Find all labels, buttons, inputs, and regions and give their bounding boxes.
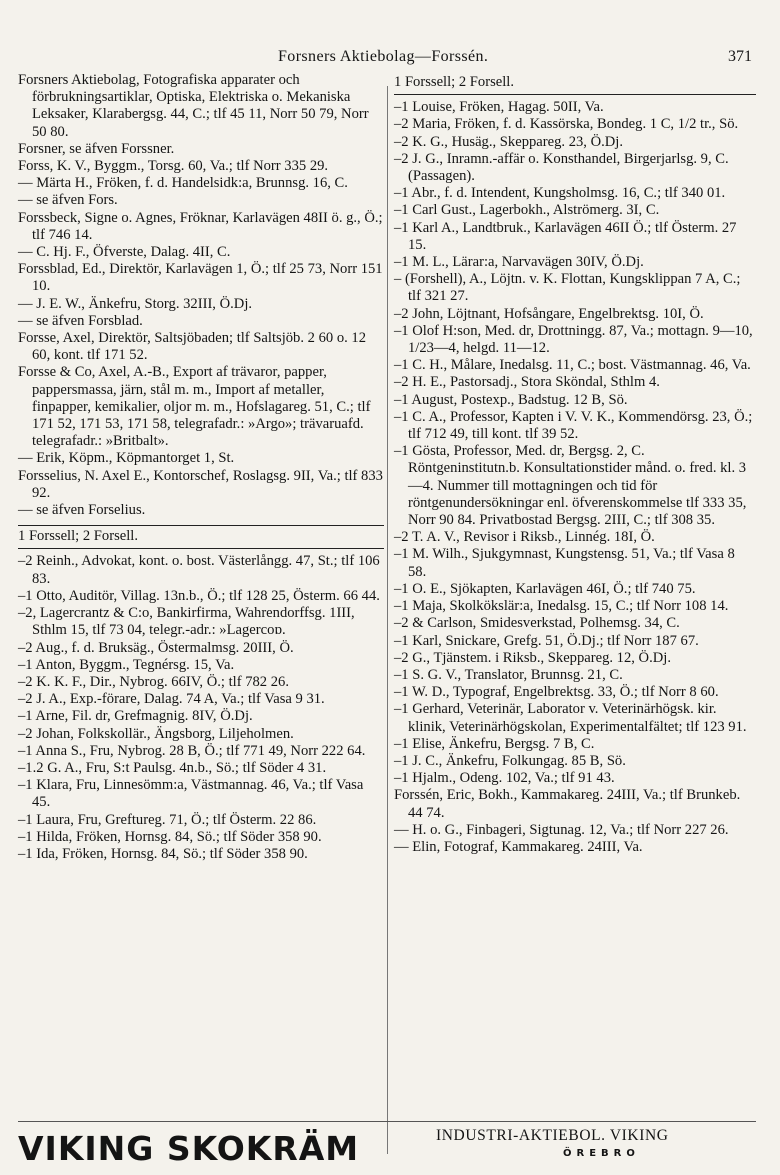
directory-entry: Forsner, se äfven Forssner.: [18, 140, 175, 157]
directory-entry: Forsners Aktiebolag, Fotografiska apparater och förbrukningsartiklar, Optiska, Elektriska o. Mekaniska Leksaker, Klarabergsg. 44, C.; tlf 45 11, Norr 50 79, Norr 50 80.: [18, 72, 369, 140]
directory-entry: –2 J. A., Exp.-förare, Dalag. 74 A, Va.; tlf Vasa 9 31.: [18, 691, 325, 708]
directory-entry: –2 J. G., Inramn.-affär o. Konsthandel, Birgerjarlsg. 9, C. (Passagen).: [394, 150, 729, 185]
directory-entry: – (Forshell), A., Löjtn. v. K. Flottan, Kungsklippan 7 A, C.; tlf 321 27.: [394, 271, 741, 305]
directory-entry: –2 G., Tjänstem. i Riksb., Skeppareg. 12, Ö.Dj.: [394, 649, 671, 666]
directory-entry: –2 H. E., Pastorsadj., Stora Sköndal, Sthlm 4.: [394, 374, 660, 391]
directory-entry: –2 K. G., Husäg., Skeppareg. 23, Ö.Dj.: [394, 133, 624, 150]
directory-entry: –1 Maja, Skolkökslär:a, Inedalsg. 15, C.; tlf Norr 108 14.: [394, 598, 729, 615]
directory-entry: –1 J. C., Änkefru, Folkungag. 85 B, Sö.: [394, 752, 626, 769]
section-heading: 1 Forssell; 2 Forsell.: [18, 525, 384, 549]
directory-entry: — Erik, Köpm., Köpmantorget 1, St.: [18, 450, 235, 467]
directory-entry: –1 Anna S., Fru, Nybrog. 28 B, Ö.; tlf 771 49, Norr 222 64.: [18, 742, 366, 759]
directory-entry: — Märta H., Fröken, f. d. Handelsidk:a, Brunnsg. 16, C.: [18, 175, 348, 192]
left-column: [18, 72, 384, 863]
directory-entry: –1 Louise, Fröken, Hagag. 50II, Va.: [394, 99, 604, 116]
directory-entry: –1 Olof H:son, Med. dr, Drottningg. 87, Va.; mottagn. 9—10, 1/23—4, helgd. 11—12.: [394, 322, 753, 357]
directory-entry: — Elin, Fotograf, Kammakareg. 24III, Va.: [394, 838, 643, 855]
directory-entry: Forssbeck, Signe o. Agnes, Fröknar, Karlavägen 48II ö. g., Ö.; tlf 746 14.: [18, 209, 383, 243]
ad-city: ÖREBRO: [563, 1148, 640, 1159]
directory-entry: –1 Carl Gust., Lagerbokh., Alströmerg. 3I, C.: [394, 202, 660, 219]
directory-entry: –1.2 G. A., Fru, S:t Paulsg. 4n.b., Sö.; tlf Söder 4 31.: [18, 759, 327, 776]
directory-entry: –1 O. E., Sjökapten, Karlavägen 46I, Ö.; tlf 740 75.: [394, 580, 696, 597]
directory-entry: — H. o. G., Finbageri, Sigtunag. 12, Va.; tlf Norr 227 26.: [394, 821, 729, 838]
directory-entry: –2 T. A. V., Revisor i Riksb., Linnég. 18I, Ö.: [394, 529, 655, 546]
directory-entry: –1 Laura, Fru, Greftureg. 71, Ö.; tlf Österm. 22 86.: [18, 811, 317, 828]
ad-maker: INDUSTRI-AKTIEBOL. VIKING: [436, 1127, 669, 1144]
directory-entry: — J. E. W., Änkefru, Storg. 32III, Ö.Dj.: [18, 295, 253, 312]
directory-entry: Forsse, Axel, Direktör, Saltsjöbaden; tlf Saltsjöb. 2 60 o. 12 60, kont. tlf 171 52.: [18, 330, 367, 364]
ad-brand: VIKING SKOKRÄM: [18, 1129, 360, 1168]
directory-entry: –1 S. G. V., Translator, Brunnsg. 21, C.: [394, 666, 623, 683]
directory-entry: –2 Reinh., Advokat, kont. o. bost. Västerlångg. 47, St.; tlf 106 83.: [18, 553, 380, 587]
directory-entry: –2 K. K. F., Dir., Nybrog. 66IV, Ö.; tlf 782 26.: [18, 673, 289, 690]
directory-entry: Forsse & Co, Axel, A.-B., Export af trävaror, papper, pappersmassa, järn, stål m. m., Import af metaller, finpapper, kemikalier, oljor m. m., Hofslagareg. 51, C.; tlf 171 52, 171 53, 171 58, telegrafadr.: »Argo»; trävaruafd. telegrafadr.: »Britbalt».: [18, 364, 371, 450]
page-number: 371: [728, 48, 752, 65]
directory-entry: –2 Johan, Folkskollär., Ängsborg, Liljeholmen.: [18, 725, 294, 742]
directory-entry: –1 Hilda, Fröken, Hornsg. 84, Sö.; tlf Söder 358 90.: [18, 828, 322, 845]
directory-entry: Forssblad, Ed., Direktör, Karlavägen 1, Ö.; tlf 25 73, Norr 151 10.: [18, 261, 383, 295]
advertisement-footer: [18, 1127, 756, 1167]
directory-entry: Forssén, Eric, Bokh., Kammakareg. 24III, Va.; tlf Brunkeb. 44 74.: [394, 787, 741, 821]
directory-entry: –2 Aug., f. d. Bruksäg., Östermalmsg. 20III, Ö.: [18, 639, 294, 656]
directory-entry: Forss, K. V., Byggm., Torsg. 60, Va.; tlf Norr 335 29.: [18, 158, 329, 175]
section-heading: 1 Forssell; 2 Forsell.: [394, 72, 756, 95]
directory-entry: –1 M. L., Lärar:a, Narvavägen 30IV, Ö.Dj.: [394, 254, 644, 271]
directory-entry: –1 C. A., Professor, Kapten i V. V. K., Kommendörsg. 23, Ö.; tlf 712 49, till kont. tlf 39 52.: [394, 408, 753, 443]
directory-entry: — se äfven Forsblad.: [18, 312, 143, 329]
directory-entry: –1 M. Wilh., Sjukgymnast, Kungstensg. 51, Va.; tlf Vasa 8 58.: [394, 546, 735, 580]
directory-entry: –1 Karl, Snickare, Grefg. 51, Ö.Dj.; tlf Norr 187 67.: [394, 632, 699, 649]
directory-entry: –2 & Carlson, Smidesverkstad, Polhemsg. 34, C.: [394, 615, 680, 632]
directory-entry: –2, Lagercrantz & C:o, Bankirfirma, Wahrendorffsg. 1III, Sthlm 15, tlf 73 04, telegr.-adr.: »Lagercoɒ.: [18, 605, 355, 639]
column-divider: [387, 86, 388, 1154]
directory-entry: –1 Ida, Fröken, Hornsg. 84, Sö.; tlf Söder 358 90.: [18, 845, 308, 862]
directory-entry: –1 Gösta, Professor, Med. dr, Bergsg. 2, C. Röntgeninstitutn.b. Konsultationstider månd. o. fred. kl. 3—4. Nummer till mottagningen och tid för röntgenundersökningar enl. öfverenskommelse tlf 333 35, Norr 90 84. Privatbostad Bergsg. 2III, C.; tlf 308 35.: [394, 443, 747, 529]
directory-entry: –1 Arne, Fil. dr, Grefmagnig. 8IV, Ö.Dj.: [18, 708, 253, 725]
directory-entry: –1 Gerhard, Veterinär, Laborator v. Veterinärhögsk. kir. klinik, Veterinärhögskolan, Experimentalfältet; tlf 123 91.: [394, 701, 747, 735]
running-title: Forsners Aktiebolag—Forssén.: [278, 48, 489, 65]
directory-entry: –1 Elise, Änkefru, Bergsg. 7 B, C.: [394, 735, 595, 752]
directory-entry: — se äfven Forselius.: [18, 502, 146, 519]
directory-entry: –1 Klara, Fru, Linnesömm:a, Västmannag. 46, Va.; tlf Vasa 45.: [18, 777, 364, 811]
directory-entry: — se äfven Fors.: [18, 192, 118, 209]
directory-entry: –1 Abr., f. d. Intendent, Kungsholmsg. 16, C.; tlf 340 01.: [394, 185, 726, 202]
directory-entry: –1 Anton, Byggm., Tegnérsg. 15, Va.: [18, 656, 235, 673]
right-column: [394, 72, 756, 856]
directory-entry: — C. Hj. F., Öfverste, Dalag. 4II, C.: [18, 244, 231, 261]
directory-entry: –2 John, Löjtnant, Hofsångare, Engelbrektsg. 10I, Ö.: [394, 305, 704, 322]
directory-entry: –1 Hjalm., Odeng. 102, Va.; tlf 91 43.: [394, 770, 615, 787]
directory-entry: –1 Karl A., Landtbruk., Karlavägen 46II Ö.; tlf Österm. 27 15.: [394, 219, 737, 253]
directory-entry: –2 Maria, Fröken, f. d. Kassörska, Bondeg. 1 C, 1/2 tr., Sö.: [394, 116, 739, 133]
directory-entry: Forsselius, N. Axel E., Kontorschef, Roslagsg. 9II, Va.; tlf 833 92.: [18, 467, 383, 501]
directory-entry: –1 August, Postexp., Badstug. 12 B, Sö.: [394, 391, 628, 408]
directory-entry: –1 W. D., Typograf, Engelbrektsg. 33, Ö.; tlf Norr 8 60.: [394, 684, 719, 701]
page-header: [18, 48, 752, 70]
directory-entry: –1 C. H., Målare, Inedalsg. 11, C.; bost. Västmannag. 46, Va.: [394, 357, 751, 374]
footer-rule: [18, 1121, 756, 1122]
directory-entry: –1 Otto, Auditör, Villag. 13n.b., Ö.; tlf 128 25, Österm. 66 44.: [18, 587, 380, 604]
